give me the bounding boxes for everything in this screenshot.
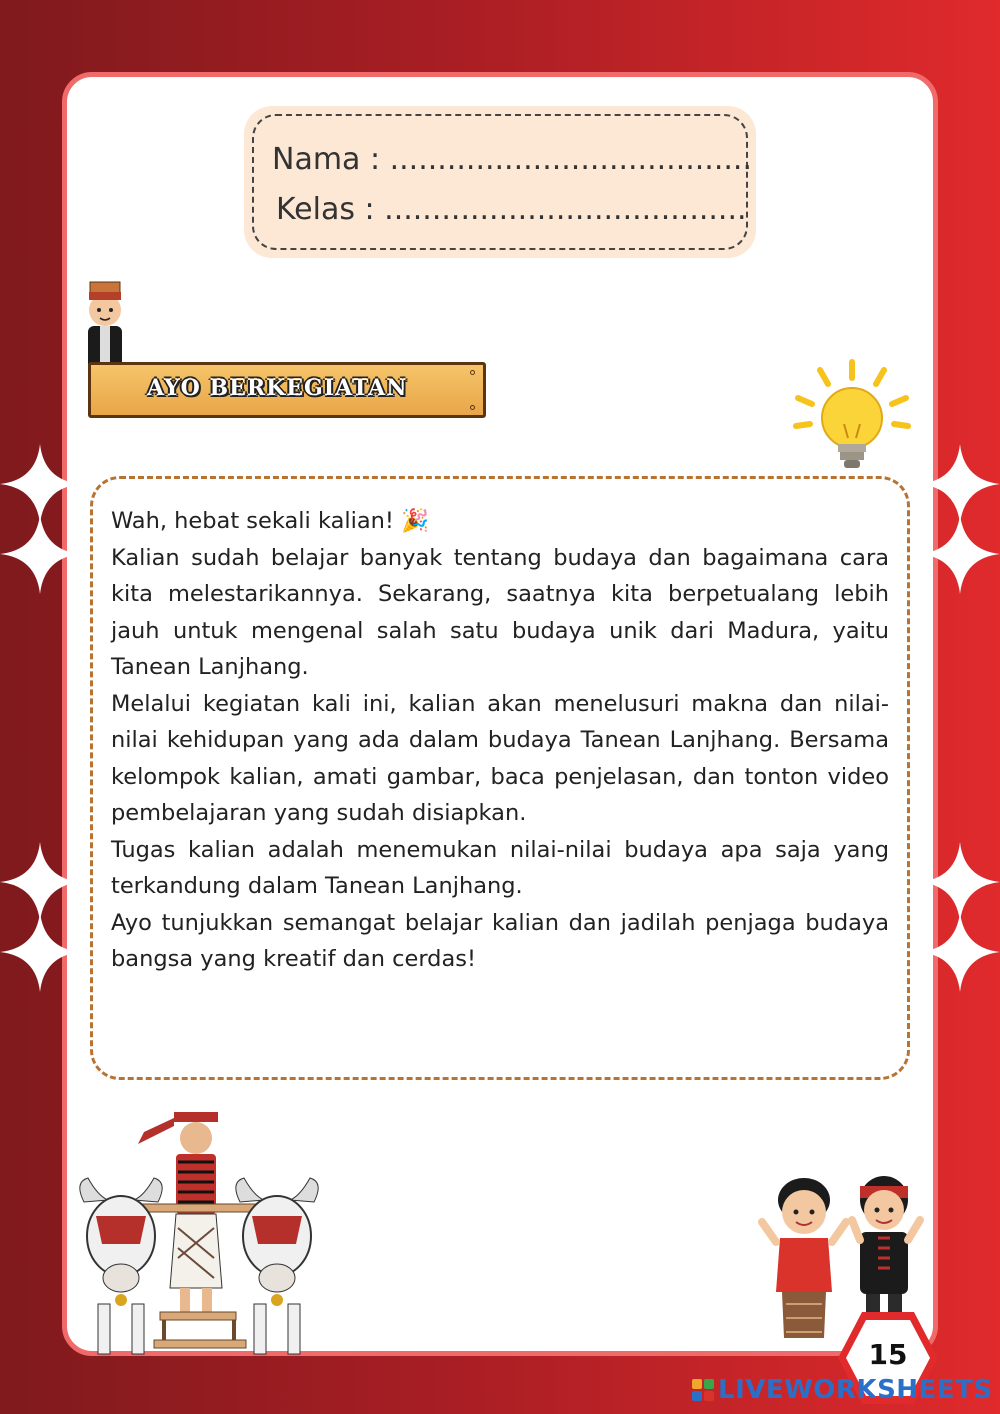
- logo-squares-icon: [692, 1379, 714, 1401]
- paragraph-closing: Ayo tunjukkan semangat belajar kalian dan jadilah penjaga budaya bangsa yang kreatif dan cerdas!: [111, 909, 889, 972]
- identity-dashed-border: [252, 114, 752, 250]
- bull-cart-icon: [74, 1108, 324, 1364]
- sparkle-icon: [920, 444, 1000, 594]
- nama-field[interactable]: Nama : ......................................: [272, 142, 752, 177]
- page-number: 15: [868, 1338, 908, 1371]
- nail-icon: [470, 405, 475, 410]
- kelas-field[interactable]: Kelas : ......................................: [276, 192, 747, 227]
- paragraph-task: Tugas kalian adalah menemukan nilai-nilai budaya apa saja yang terkandung dalam Tanean Lanjhang.: [111, 836, 889, 899]
- paragraph-intro: Kalian sudah belajar banyak tentang budaya dan bagaimana cara kita melestarikannya. Sekarang, saatnya kita berpetualang lebih jauh untuk mengenal salah satu budaya unik dari Madura, yaitu Tanean Lanjhang.: [111, 544, 889, 680]
- lightbulb-icon: [790, 358, 914, 474]
- sparkle-icon: [0, 842, 80, 992]
- activity-banner: [88, 362, 486, 418]
- liveworksheets-logo[interactable]: [692, 1374, 993, 1406]
- sparkle-icon: [0, 444, 80, 594]
- banner-title: AYO BERKEGIATAN: [147, 375, 408, 401]
- nail-icon: [470, 370, 475, 375]
- student-identity-box: [244, 106, 756, 258]
- footer-brand: LIVEWORKSHEETS: [718, 1375, 993, 1405]
- paragraph-greeting: Wah, hebat sekali kalian! 🎉: [111, 508, 430, 534]
- sparkle-icon: [920, 842, 1000, 992]
- activity-text-box: [90, 476, 910, 1080]
- paragraph-activity: Melalui kegiatan kali ini, kalian akan menelusuri makna dan nilai-nilai kehidupan yang ada dalam budaya Tanean Lanjhang. Bersama kelompok kalian, amati gambar, baca penjelasan, dan tonton video pembelajaran yang sudah disiapkan.: [111, 690, 889, 826]
